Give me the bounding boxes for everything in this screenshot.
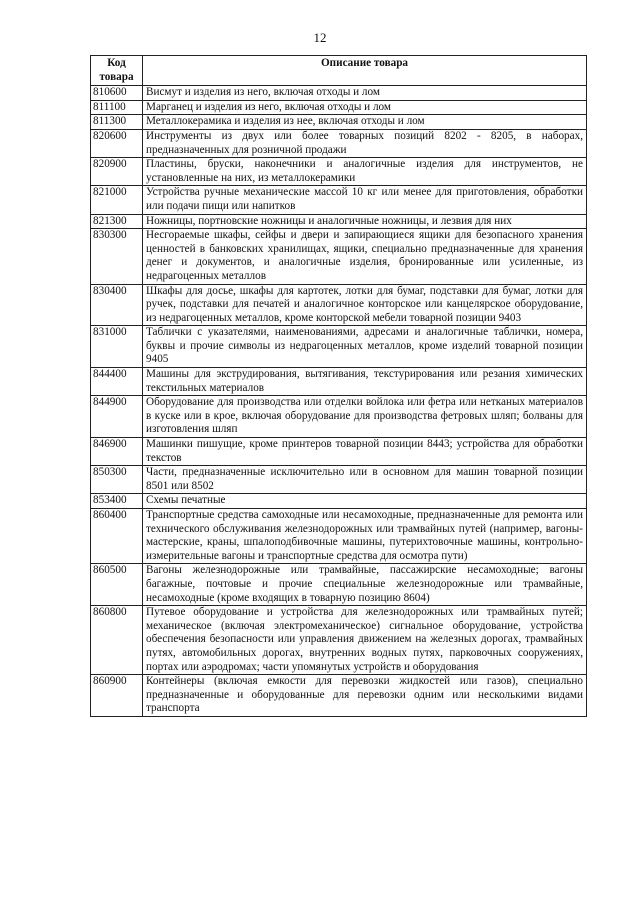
goods-description: Таблички с указателями, наименованиями, адресами и аналогичные таблички, номера, буквы и прочие символы из недрагоценных металлов, кроме изделий товарной позиции 9405 (143, 326, 587, 368)
goods-description: Инструменты из двух или более товарных позиций 8202 - 8205, в наборах, предназначенных для розничной продажи (143, 129, 587, 157)
goods-code: 860400 (91, 509, 143, 564)
table-row (91, 466, 587, 494)
goods-code: 830400 (91, 284, 143, 326)
goods-code: 853400 (91, 494, 143, 509)
table-header-row (91, 56, 587, 86)
table-row (91, 158, 587, 186)
goods-code: 844900 (91, 396, 143, 438)
table-row (91, 675, 587, 717)
goods-description: Висмут и изделия из него, включая отходы и лом (143, 86, 587, 101)
table-row (91, 326, 587, 368)
goods-code: 830300 (91, 229, 143, 284)
goods-description: Контейнеры (включая емкости для перевозки жидкостей или газов), специально предназначенные и оборудованные для перевозки одним или несколькими видами транспорта (143, 675, 587, 717)
goods-code: 820600 (91, 129, 143, 157)
goods-code: 831000 (91, 326, 143, 368)
column-header-code: Код товара (91, 56, 143, 86)
goods-description: Оборудование для производства или отделки войлока или фетра или нетканых материалов в куске или в крое, включая оборудование для производства фетровых шляп; болваны для изготовления шляп (143, 396, 587, 438)
goods-description: Схемы печатные (143, 494, 587, 509)
goods-description: Машины для экструдирования, вытягивания, текстурирования или резания химических текстильных материалов (143, 368, 587, 396)
table-row (91, 438, 587, 466)
goods-code: 811300 (91, 115, 143, 130)
goods-description: Металлокерамика и изделия из нее, включая отходы и лом (143, 115, 587, 130)
table-body (91, 86, 587, 717)
table-row (91, 368, 587, 396)
table-row (91, 100, 587, 115)
goods-code: 860800 (91, 606, 143, 675)
goods-code: 821300 (91, 214, 143, 229)
table-row (91, 396, 587, 438)
goods-description: Части, предназначенные исключительно или в основном для машин товарной позиции 8501 или 8502 (143, 466, 587, 494)
goods-description: Марганец и изделия из него, включая отходы и лом (143, 100, 587, 115)
page-number: 12 (313, 30, 327, 45)
goods-code: 820900 (91, 158, 143, 186)
table-row (91, 115, 587, 130)
table-row (91, 229, 587, 284)
table-row (91, 284, 587, 326)
goods-description: Машинки пишущие, кроме принтеров товарной позиции 8443; устройства для обработки текстов (143, 438, 587, 466)
table-row (91, 214, 587, 229)
goods-description: Ножницы, портновские ножницы и аналогичные ножницы, и лезвия для них (143, 214, 587, 229)
goods-description: Транспортные средства самоходные или несамоходные, предназначенные для ремонта или технического обслуживания железнодорожных или трамвайных путей (например, вагоны-мастерские, краны, шпалоподбивочные машины, путерихтовочные машины, контрольно-измерительные вагоны и транспортные средства для осмотра пути) (143, 509, 587, 564)
goods-code: 846900 (91, 438, 143, 466)
goods-description: Путевое оборудование и устройства для железнодорожных или трамвайных путей; механическое (включая электромеханическое) сигнальное оборудование, устройства обеспечения безопасности или управления движением на железных дорогах, трамвайных путях, автомобильных дорогах, внутренних водных путях, парковочных сооружениях, портах или аэродромах; части упомянутых устройств и оборудования (143, 606, 587, 675)
goods-description: Шкафы для досье, шкафы для картотек, лотки для бумаг, подставки для бумаг, лотки для ручек, подставки для печатей и аналогичное конторское или канцелярское оборудование, из недрагоценных металлов, кроме конторской мебели товарной позиции 9403 (143, 284, 587, 326)
table-row (91, 564, 587, 606)
goods-description: Вагоны железнодорожные или трамвайные, пассажирские несамоходные; вагоны багажные, почтовые и прочие специальные железнодорожные или трамвайные, несамоходные (кроме входящих в товарную позицию 8604) (143, 564, 587, 606)
goods-code: 860900 (91, 675, 143, 717)
goods-description: Устройства ручные механические массой 10 кг или менее для приготовления, обработки или подачи пищи или напитков (143, 186, 587, 214)
goods-table (90, 55, 587, 717)
table-row (91, 186, 587, 214)
goods-code: 811100 (91, 100, 143, 115)
column-header-description: Описание товара (143, 56, 587, 86)
table-row (91, 129, 587, 157)
goods-code: 821000 (91, 186, 143, 214)
goods-code: 810600 (91, 86, 143, 101)
goods-description: Пластины, бруски, наконечники и аналогичные изделия для инструментов, не установленные на них, из металлокерамики (143, 158, 587, 186)
goods-description: Несгораемые шкафы, сейфы и двери и запирающиеся ящики для безопасного хранения ценностей в банковских хранилищах, ящики, специально предназначенные для хранения денег и документов, и аналогичные изделия, бронированные или усиленные, из недрагоценных металлов (143, 229, 587, 284)
goods-code: 844400 (91, 368, 143, 396)
goods-code: 850300 (91, 466, 143, 494)
goods-code: 860500 (91, 564, 143, 606)
table-row (91, 86, 587, 101)
table-row (91, 606, 587, 675)
table-row (91, 509, 587, 564)
table-row (91, 494, 587, 509)
